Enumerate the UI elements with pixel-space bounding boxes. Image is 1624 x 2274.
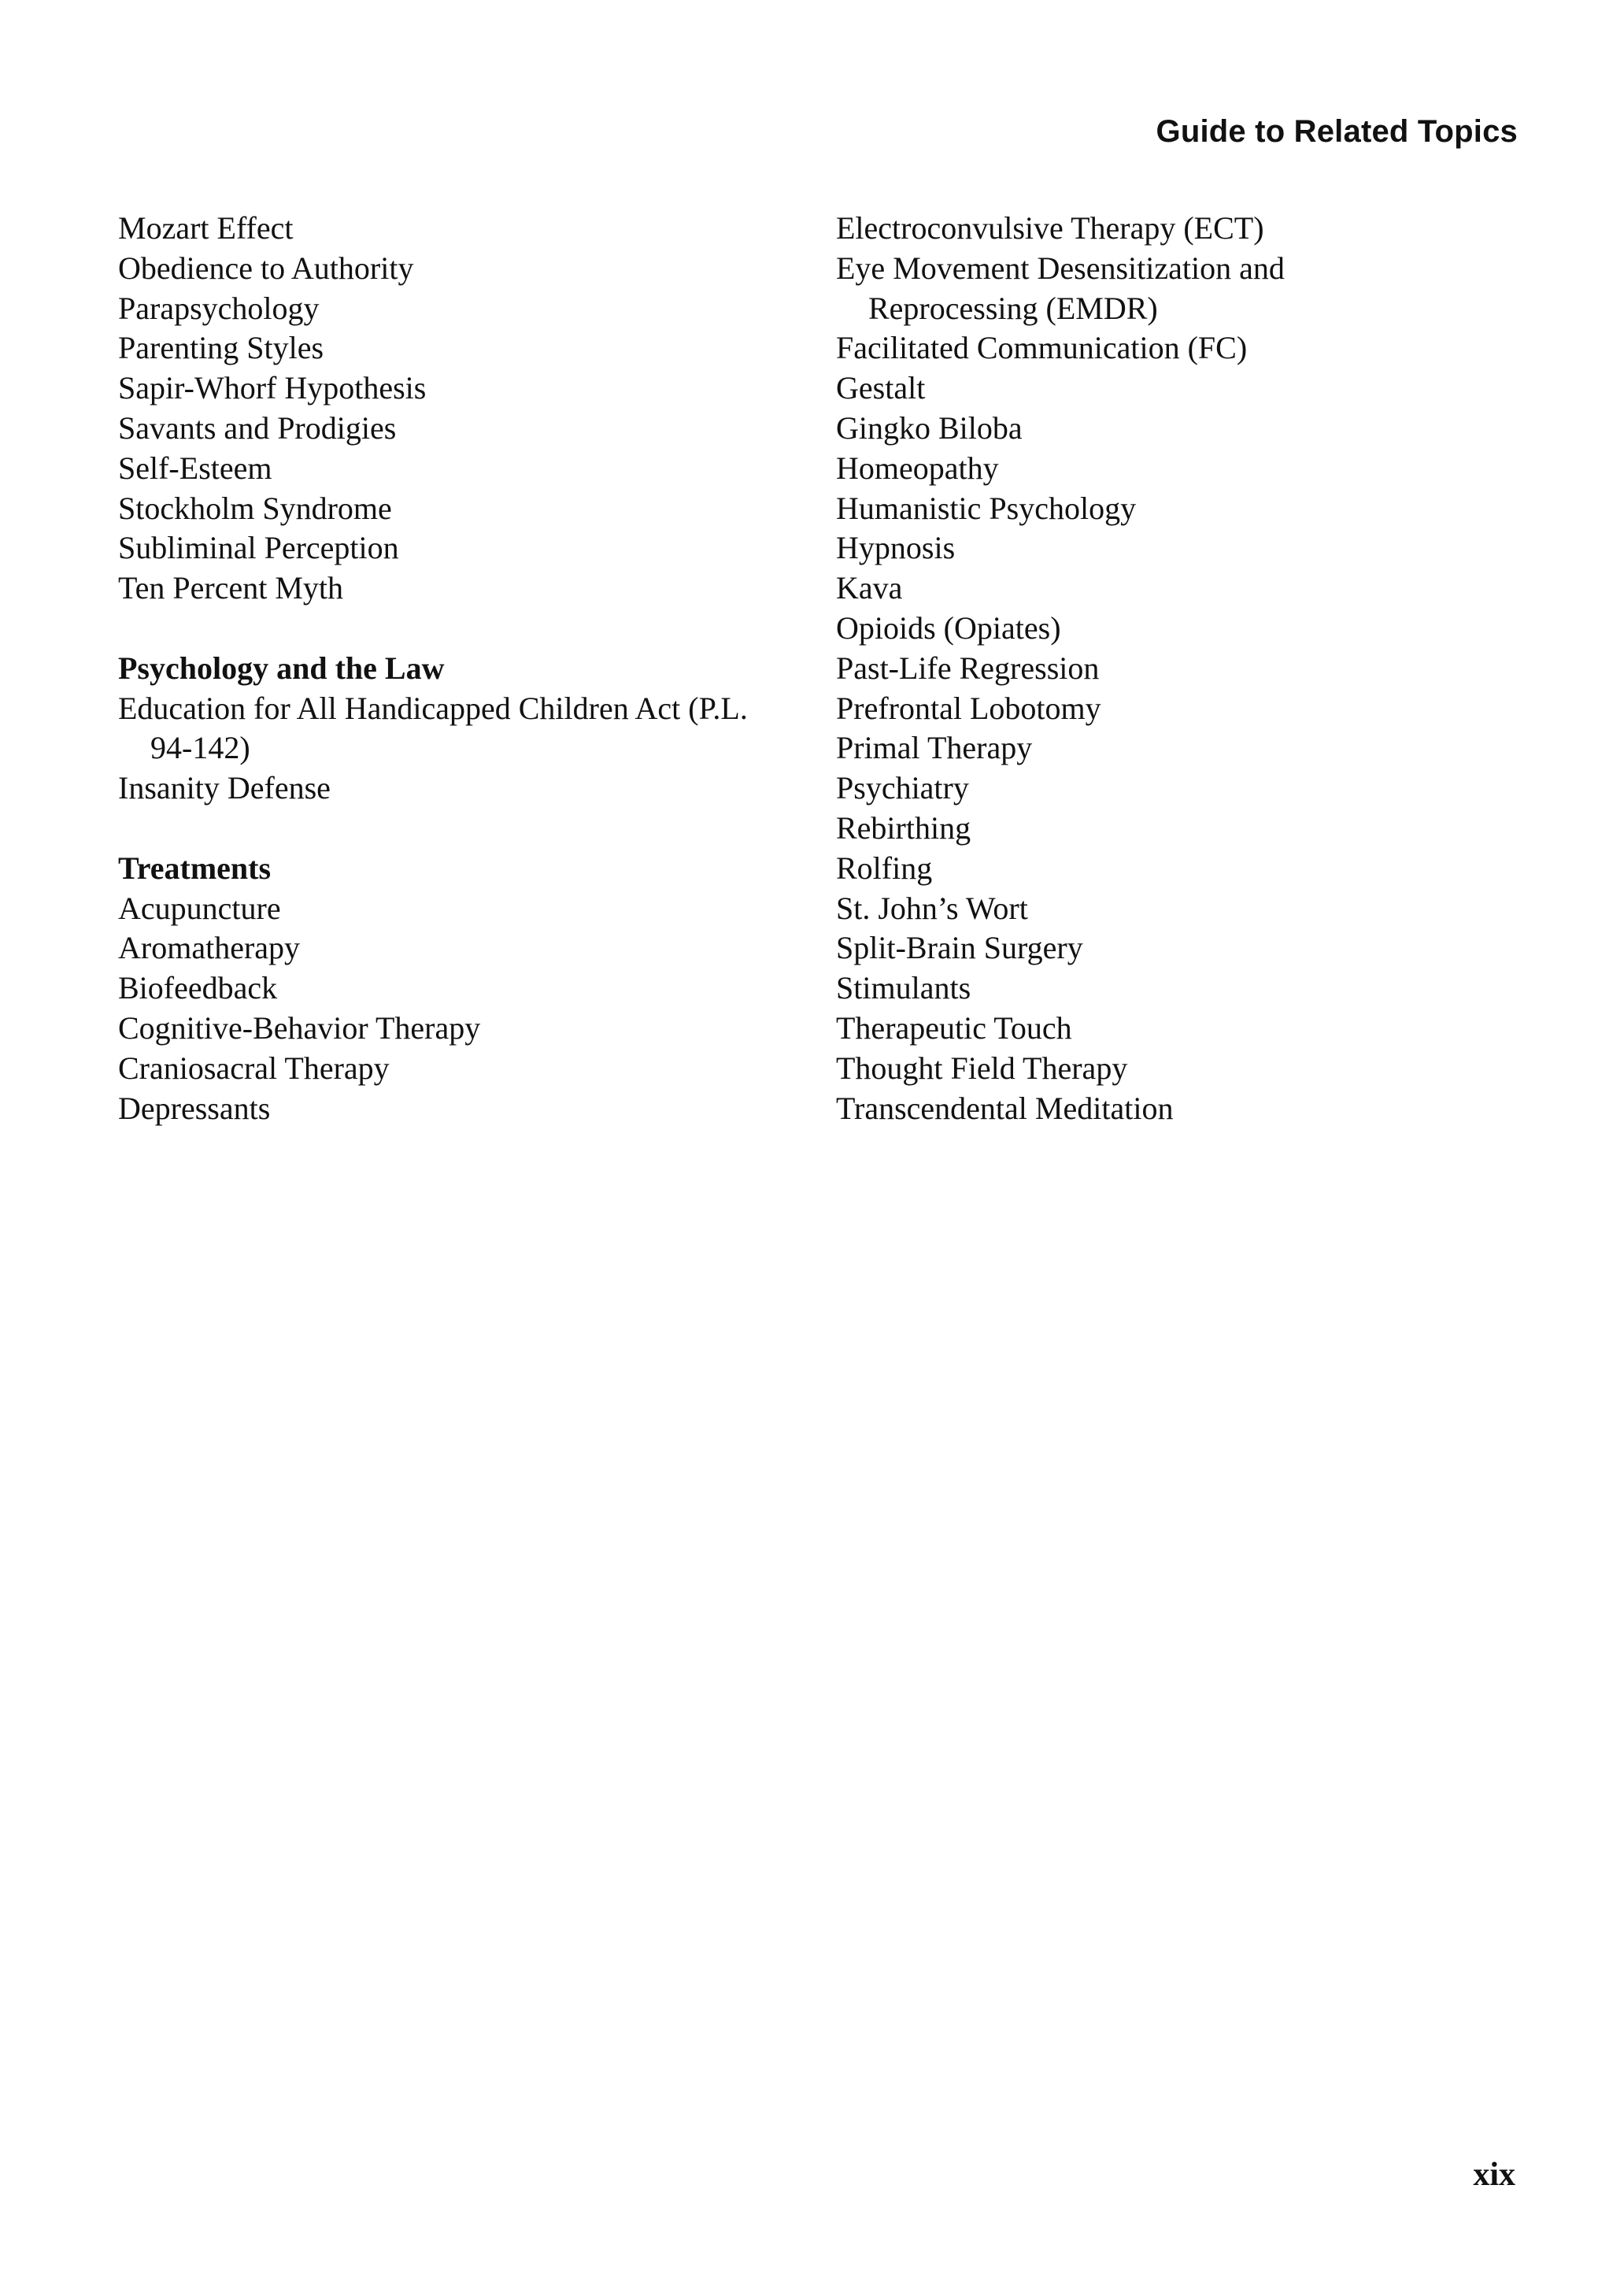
list-item: Humanistic Psychology: [836, 490, 1137, 526]
list-item: Parapsychology: [118, 290, 320, 326]
list-item: Cognitive-Behavior Therapy: [118, 1009, 481, 1046]
list-item: Ten Percent Myth: [118, 570, 344, 606]
list-item: Kava: [836, 570, 903, 606]
list-item: Parenting Styles: [118, 330, 324, 366]
list-item: Prefrontal Lobotomy: [836, 690, 1101, 726]
list-item: Gingko Biloba: [836, 409, 1023, 446]
list-item: Aromatherapy: [118, 930, 301, 966]
list-item: Psychiatry: [836, 770, 969, 806]
list-item: St. John’s Wort: [836, 890, 1028, 926]
list-item: Homeopathy: [836, 450, 999, 486]
list-item: Education for All Handicapped Children Act (P.L. 94-142): [118, 690, 748, 766]
list-item: Past-Life Regression: [836, 650, 1100, 686]
list-item: Primal Therapy: [836, 730, 1033, 766]
list-item: Stockholm Syndrome: [118, 490, 392, 526]
list-item: Electroconvulsive Therapy (ECT): [836, 210, 1264, 246]
list-item: Sapir-Whorf Hypothesis: [118, 370, 427, 406]
list-item: Biofeedback: [118, 970, 278, 1006]
left-column: [118, 209, 811, 1128]
list-item: Transcendental Meditation: [836, 1090, 1174, 1126]
page-number: xix: [1473, 2157, 1515, 2193]
list-item: Acupuncture: [118, 890, 281, 926]
list-item: Thought Field Therapy: [836, 1050, 1128, 1086]
list-item: Split-Brain Surgery: [836, 930, 1083, 966]
list-item: Rebirthing: [836, 809, 971, 846]
list-item: Savants and Prodigies: [118, 409, 397, 446]
list-item: Gestalt: [836, 370, 926, 406]
section-heading-psychology-and-the-law: Psychology and the Law: [118, 650, 445, 686]
list-item: Eye Movement Desensitization and Reprocessing (EMDR): [836, 250, 1285, 326]
list-item: Rolfing: [836, 850, 933, 886]
list-item: Craniosacral Therapy: [118, 1050, 390, 1086]
list-item: Therapeutic Touch: [836, 1009, 1072, 1046]
list-item: Opioids (Opiates): [836, 609, 1061, 646]
list-item: Mozart Effect: [118, 210, 294, 246]
list-item: Facilitated Communication (FC): [836, 330, 1248, 366]
list-item: Self-Esteem: [118, 450, 272, 486]
list-item: Subliminal Perception: [118, 530, 399, 566]
list-item: Hypnosis: [836, 530, 956, 566]
list-item: Obedience to Authority: [118, 250, 414, 286]
right-column: [836, 209, 1529, 1128]
list-item: Stimulants: [836, 970, 971, 1006]
list-item: Depressants: [118, 1090, 271, 1126]
list-item: Insanity Defense: [118, 770, 331, 806]
section-heading-treatments: Treatments: [118, 850, 272, 886]
running-head: Guide to Related Topics: [1156, 114, 1518, 149]
